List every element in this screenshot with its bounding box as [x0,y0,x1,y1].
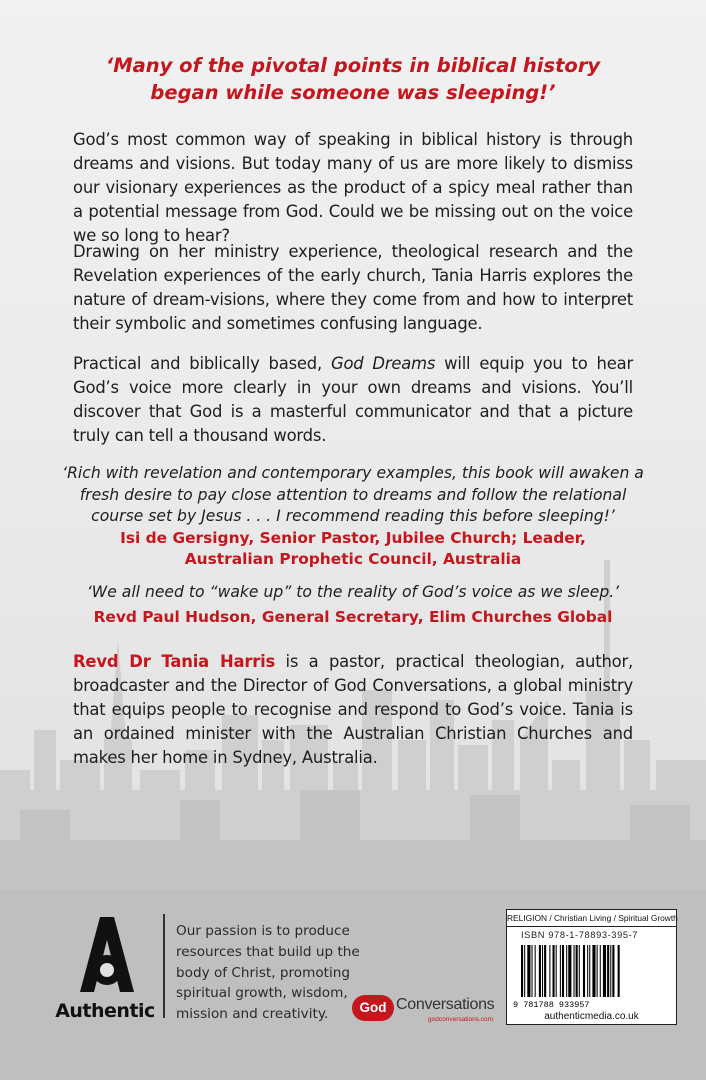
publisher-name: Authentic [55,1000,155,1022]
barcode-bar [603,945,606,997]
gc-speech-bubble-icon: God [352,995,394,1021]
description-paragraph-1: God’s most common way of speaking in biblical history is through dreams and visions. But today many of us are more likely to dismiss our visionary experiences as the product of a spicy meal rather than a potential message from God. Could we be missing out on the voice we so long to hear? [73,130,633,245]
barcode-bar [562,945,564,997]
barcode-bar [589,945,590,997]
barcode-bar [549,945,550,997]
barcode-bar [560,945,561,997]
barcode-icon [511,945,671,1009]
barcode-bar [574,945,575,997]
publisher-website: authenticmedia.co.uk [544,1011,639,1022]
barcode-bar [542,945,543,997]
isbn-label: ISBN 978-1-78893-395-7 [521,930,639,940]
tagline-line-2: began while someone was sleeping!’ [150,81,556,104]
barcode-bar [600,945,601,997]
barcode-bar [553,945,555,997]
barcode-bar [587,945,588,997]
author-bio-text: is a pastor, practical theologian, author, broadcaster and the Director of God Conversations, a global ministry that equips people to recognise and respond to God’s voice. Tania is an ordained minister with the Australian Christian Churches and makes her home in Sydney, Australia. [73,652,634,767]
barcode-bar [579,945,580,997]
gc-url: godconversations.com [428,1016,494,1023]
barcode-bar [524,945,525,997]
barcode-bar [532,945,533,997]
description-paragraph-3 [73,352,633,448]
barcode-bar [607,945,609,997]
barcode-bar [568,945,571,997]
paragraph-3-rest: will equip you to hear God’s voice more clearly in your own dreams and visions. You’ll discover that God is a masterful communicator and that a picture truly can tell a thousand words. [73,354,633,445]
subject-category: RELIGION / Christian Living / Spiritual Growth [507,910,676,927]
barcode-digits: 9 781788 933957 [513,1000,590,1009]
book-title: God Dreams [330,354,436,373]
endorsement-attribution-1-line-2: Australian Prophetic Council, Australia [184,550,522,568]
barcode-bar [527,945,530,997]
barcode-bar [597,945,598,997]
endorsement-attribution-1-line-1: Isi de Gersigny, Senior Pastor, Jubilee Church; Leader, [120,529,586,547]
barcode-bar [612,945,614,997]
barcode-bar [539,945,541,997]
barcode-bar [521,945,523,997]
barcode-bar [556,945,557,997]
endorsement-attribution-2: Revd Paul Hudson, General Secretary, Elim Churches Global [93,608,613,626]
gc-wordmark: Conversations [396,996,495,1013]
paragraph-3-lead: Practical and biblically based, [73,354,331,373]
publisher-mission: Our passion is to produce resources that build up the body of Christ, promoting spiritual growth, wisdom, mission and creativity. [176,923,360,1023]
endorsement-quote-1: ‘Rich with revelation and contemporary examples, this book will awaken a fresh desire to pay close attention to dreams and follow the relational course set by Jesus . . . I recommend reading this before sleeping!’ [62,464,644,525]
description-paragraph-2: Drawing on her ministry experience, theological research and the Revelation experiences of the early church, Tania Harris explores the nature of dream-visions, where they come from and how to interpret their symbolic and sometimes confusing language. [73,242,633,333]
barcode-bar [535,945,536,997]
tagline-quote [60,52,646,106]
barcode-bar [618,945,620,997]
barcode-bar [566,945,567,997]
author-bio [73,650,633,770]
barcode-bar [544,945,546,997]
barcode-bar [610,945,611,997]
endorsement-quote-2: ‘We all need to “wake up” to the reality of God’s voice as we sleep.’ [86,583,620,601]
author-name: Revd Dr Tania Harris [73,652,276,671]
authentic-logo [50,912,160,1027]
barcode-bar [576,945,578,997]
footer-divider [163,914,165,1018]
tagline-line-1: ‘Many of the pivotal points in biblical history [105,54,601,77]
barcode-bar [583,945,585,997]
barcode-panel [506,909,677,1025]
barcode-bar [592,945,595,997]
god-conversations-logo [352,995,502,1025]
